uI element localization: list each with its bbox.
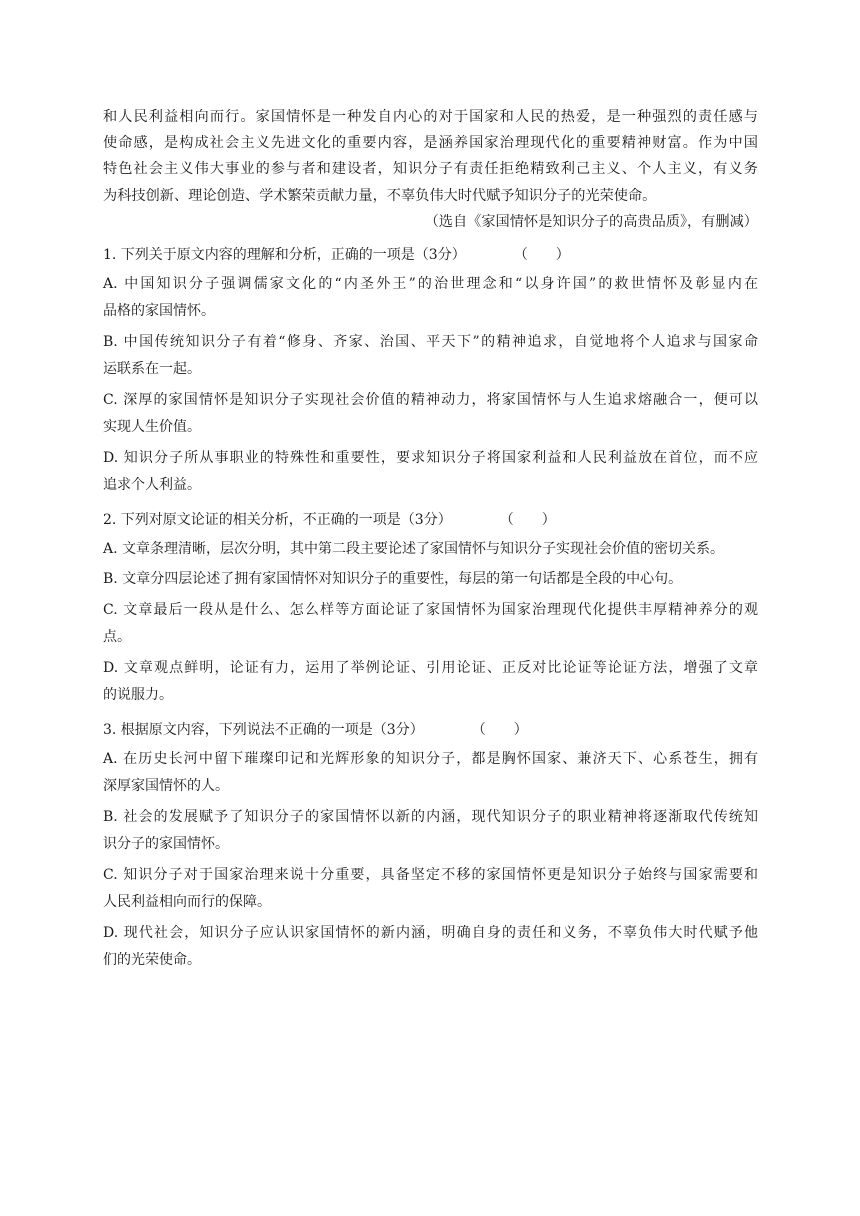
option-line: B. 社会的发展赋予了知识分子的家国情怀以新的内涵，现代知识分子的职业精神将逐渐取代传统知 [103,808,758,825]
option-line: D. 文章观点鲜明，论证有力，运用了举例论证、引用论证、正反对比论证等论证方法，增强了文章 [103,659,758,676]
question-stem [103,242,758,268]
option-line: B. 文章分四层论述了拥有家国情怀对知识分子的重要性，每层的第一句话都是全段的中心句。 [103,571,683,588]
option-line: 追求个人利益。 [103,477,201,494]
document-page [103,104,758,975]
option-line: 深厚家国情怀的人。 [103,778,229,795]
option-a [103,271,758,326]
option-line: 运联系在一起。 [103,361,201,378]
answer-blank: （ ） [513,246,570,263]
question-stem-text: 2. 下列对原文论证的相关分析，不正确的一项是（3分） [103,511,452,528]
option-line: 识分子的家国情怀。 [103,836,229,853]
option-b [103,804,758,859]
option-line: C. 知识分子对于国家治理来说十分重要，具备坚定不移的家国情怀更是知识分子始终与国家需要和 [103,866,758,883]
question-stem-text: 1. 下列关于原文内容的理解和分析，正确的一项是（3分） [103,246,466,263]
option-line: D. 知识分子所从事职业的特殊性和重要性，要求知识分子将国家利益和人民利益放在首位，而不应 [103,449,758,466]
option-d [103,655,758,710]
option-line: C. 文章最后一段从是什么、怎么样等方面论证了家国情怀为国家治理现代化提供丰厚精神养分的观 [103,601,758,618]
option-line: C. 深厚的家国情怀是知识分子实现社会价值的精神动力，将家国情怀与人生追求熔融合一，便可以 [103,391,758,408]
option-d [103,920,758,975]
option-line: 们的光荣使命。 [103,952,201,969]
option-line: 实现人生价值。 [103,419,201,436]
option-d [103,445,758,500]
option-a [103,746,758,801]
question-2 [103,507,758,710]
passage-source: （选自《家国情怀是知识分子的高贵品质》，有删减） [424,213,758,230]
option-line: B. 中国传统知识分子有着“修身、齐家、治国、平天下”的精神追求，自觉地将个人追求与国家命 [103,333,758,350]
question-3 [103,717,758,975]
option-line: 点。 [103,629,131,646]
option-line: D. 现代社会，知识分子应认识家国情怀的新内涵，明确自身的责任和义务，不辜负伟大时代赋予他 [103,924,758,941]
option-b [103,566,758,594]
passage-paragraph [103,104,758,209]
answer-blank: （ ） [471,721,528,738]
option-line: 品格的家国情怀。 [103,303,215,320]
option-c [103,387,758,442]
option-c [103,597,758,652]
option-c [103,862,758,917]
passage-line: 为科技创新、理论创造、学术繁荣贡献力量，不辜负伟大时代赋予知识分子的光荣使命。 [103,187,657,204]
option-line: 的说服力。 [103,687,173,704]
option-line: A. 在历史长河中留下璀璨印记和光辉形象的知识分子，都是胸怀国家、兼济天下、心系苍生，拥有 [103,750,758,767]
option-b [103,329,758,384]
question-stem-text: 3. 根据原文内容，下列说法不正确的一项是（3分） [103,721,424,738]
answer-blank: （ ） [499,511,556,528]
option-line: 人民利益相向而行的保障。 [103,894,271,911]
question-stem [103,717,758,743]
option-line: A. 中国知识分子强调儒家文化的“内圣外王”的治世理念和“以身许国”的救世情怀及彰显内在 [103,275,758,292]
question-stem [103,507,758,533]
passage-line: 使命感，是构成社会主义先进文化的重要内容，是涵养国家治理现代化的重要精神财富。作为中国 [103,135,758,152]
passage-line: 特色社会主义伟大事业的参与者和建设者，知识分子有责任拒绝精致利己主义、个人主义，有义务 [103,161,758,178]
option-a [103,536,758,564]
option-line: A. 文章条理清晰，层次分明，其中第二段主要论述了家国情怀与知识分子实现社会价值的密切关系。 [103,540,725,557]
question-1 [103,242,758,500]
passage-line: 和人民利益相向而行。家国情怀是一种发自内心的对于国家和人民的热爱，是一种强烈的责任感与 [103,109,758,125]
